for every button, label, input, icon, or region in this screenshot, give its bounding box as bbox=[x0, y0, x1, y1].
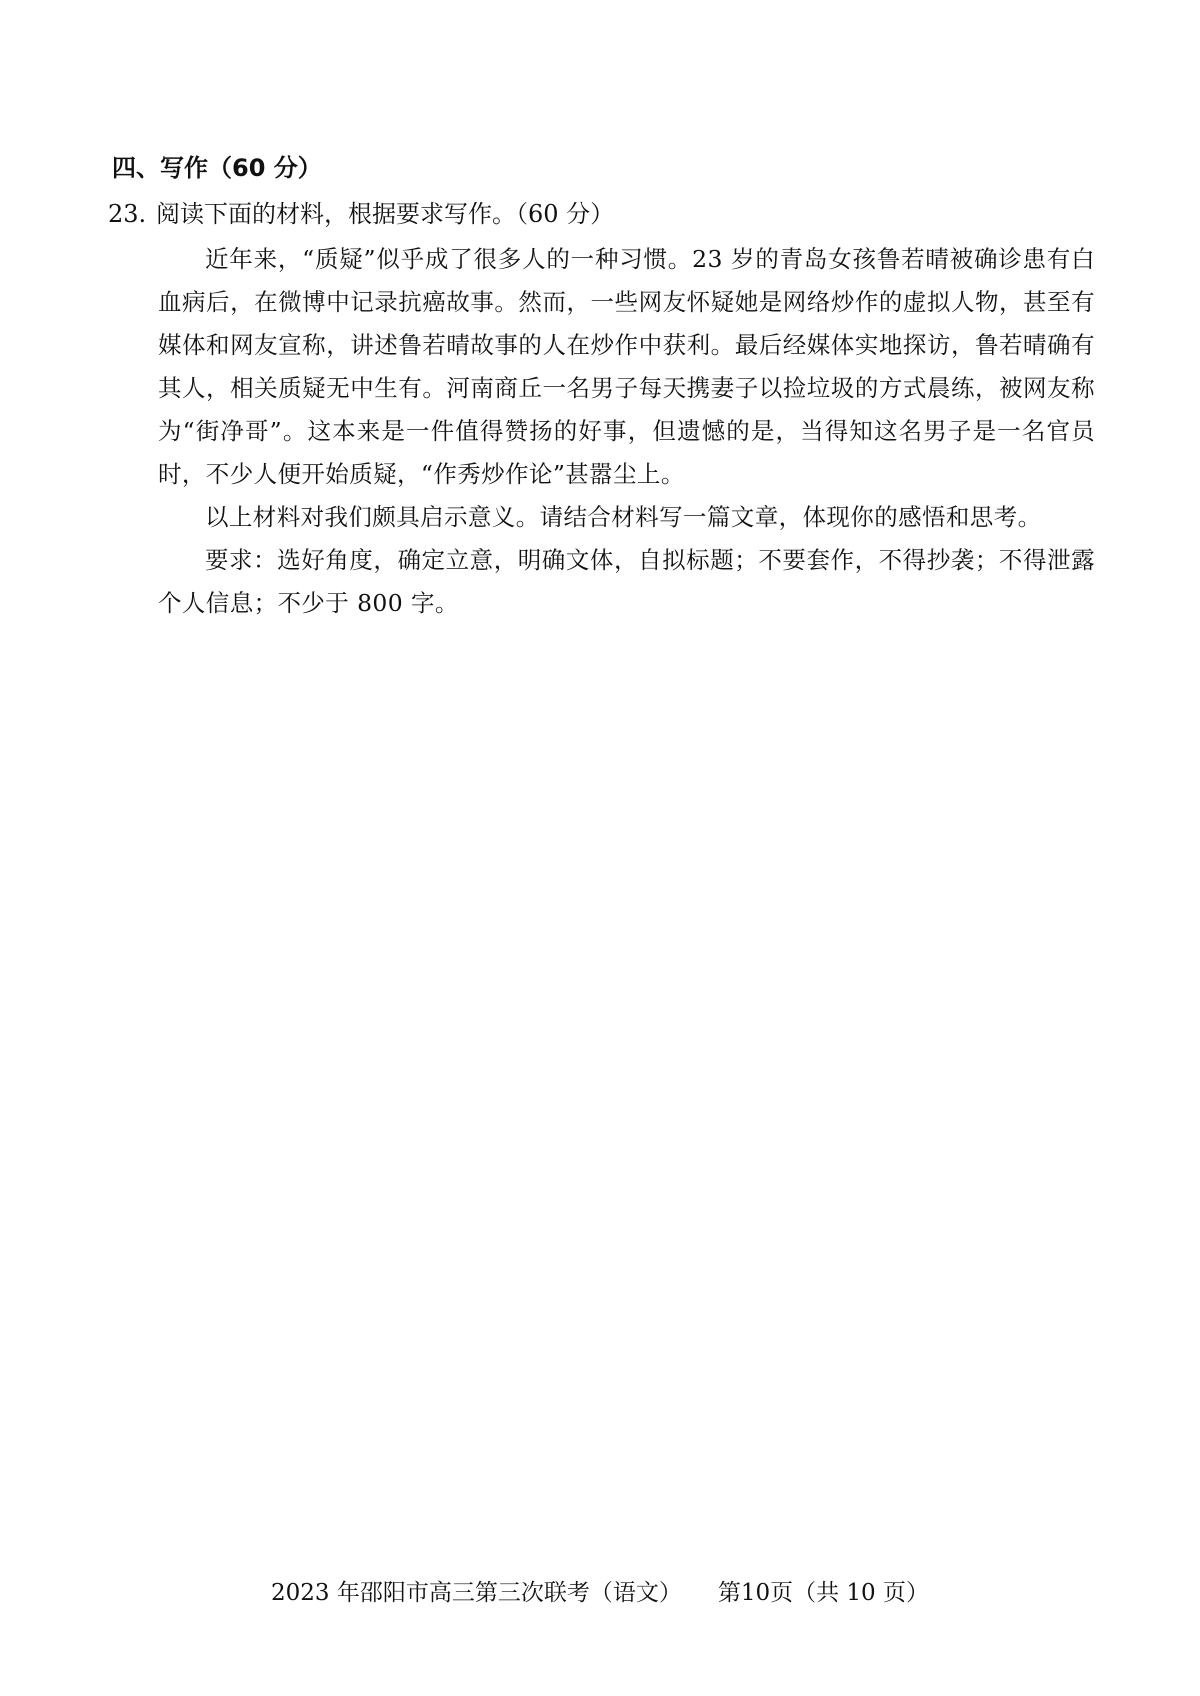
instruction-paragraph: 以上材料对我们颇具启示意义。请结合材料写一篇文章，体现你的感悟和思考。 bbox=[205, 503, 1042, 531]
question-number: 23. bbox=[108, 200, 147, 228]
material-paragraph: 近年来，“质疑”似乎成了很多人的一种习惯。23 岁的青岛女孩鲁若晴被确诊患有白血病后，在微博中记录抗癌故事。然而，一些网友怀疑她是网络炒作的虚拟人物，甚至有媒体和网友宣称，讲述鲁若晴故事的人在炒作中获利。最后经媒体实地探访，鲁若晴确有其人，相关质疑无中生有。河南商丘一名男子每天携妻子以捡垃圾的方式晨练，被网友称为“街净哥”。这本来是一件值得赞扬的好事，但遗憾的是，当得知这名男子是一名官员时，不少人便开始质疑，“作秀炒作论”甚嚣尘上。 bbox=[158, 245, 1095, 488]
footer-page-info: 第10页（共 10 页） bbox=[717, 1580, 929, 1606]
question-prompt: 阅读下面的材料，根据要求写作。（60 分） bbox=[156, 200, 615, 228]
requirements-paragraph: 要求：选好角度，确定立意，明确文体，自拟标题；不要套作，不得抄袭；不得泄露个人信息；不少于 800 字。 bbox=[158, 546, 1095, 617]
footer-exam-title: 2023 年邵阳市高三第三次联考（语文） bbox=[270, 1580, 682, 1606]
question-header bbox=[108, 198, 614, 230]
section-heading: 四、写作（60 分） bbox=[112, 154, 322, 182]
page-footer bbox=[0, 1578, 1200, 1608]
question-material bbox=[158, 238, 1095, 625]
